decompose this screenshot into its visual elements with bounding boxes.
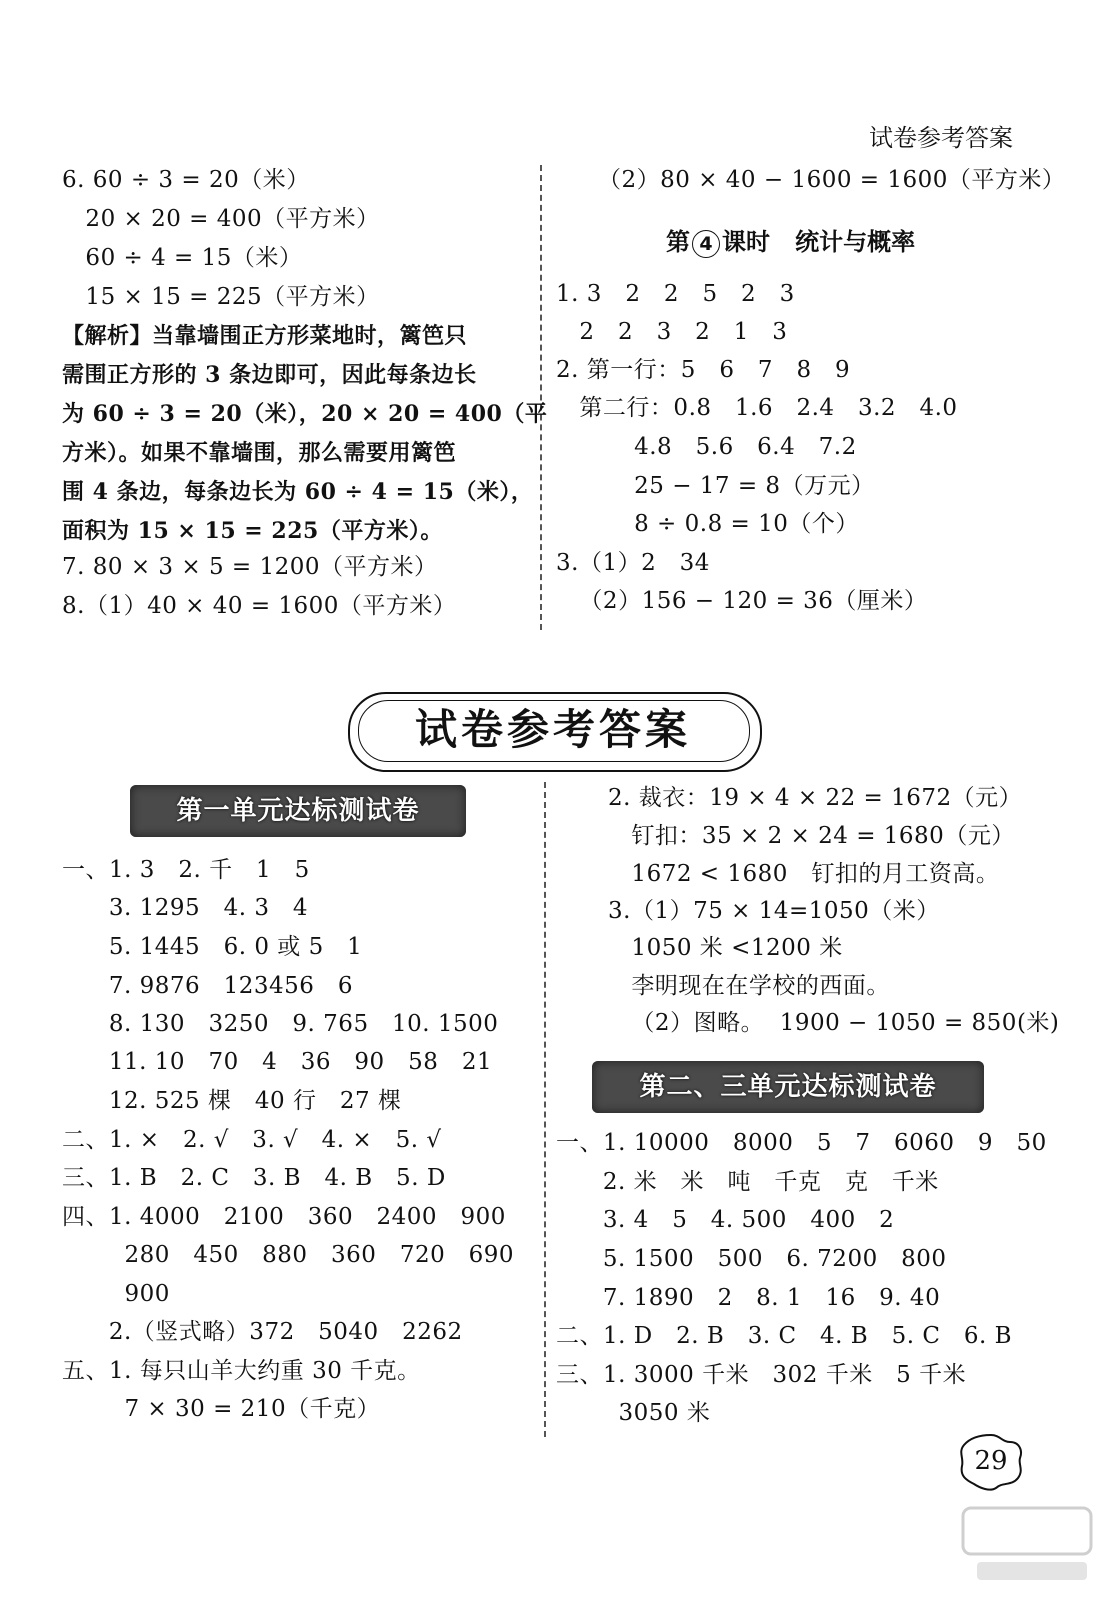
answer-line: 二、1. × 2. √ 3. √ 4. × 5. √	[62, 1127, 442, 1153]
analysis-line: 围 4 条边，每条边长为 60 ÷ 4 = 15（米），	[62, 479, 534, 505]
answer-line: 900	[62, 1281, 170, 1307]
answer-line: 7 × 30 = 210（千克）	[62, 1396, 381, 1422]
answer-line: （2）图略。 1900 − 1050 = 850(米)	[608, 1010, 1060, 1036]
analysis-line: 面积为 15 × 15 = 225（平方米）。	[62, 518, 443, 544]
analysis-line: 【解析】当靠墙围正方形菜地时，篱笆只	[62, 323, 468, 349]
analysis-line: 需围正方形的 3 条边即可，因此每条边长	[62, 362, 477, 388]
analysis-line: 方米）。如果不靠墙围，那么需要用篱笆	[62, 440, 457, 466]
answer-line: 12. 525 棵 40 行 27 棵	[62, 1088, 402, 1114]
analysis-line: 为 60 ÷ 3 = 20（米），20 × 20 = 400（平	[62, 401, 548, 427]
answer-line: 第二行：0.8 1.6 2.4 3.2 4.0	[556, 395, 958, 421]
answer-line: 三、1. 3000 千米 302 千米 5 千米	[556, 1362, 967, 1388]
answer-line: 李明现在在学校的西面。	[608, 973, 890, 999]
section-title-unit1: 第一单元达标测试卷	[130, 785, 466, 837]
lesson-title	[666, 222, 915, 258]
lesson-prefix: 第	[666, 228, 690, 256]
answer-line: 7. 1890 2 8. 1 16 9. 40	[556, 1285, 941, 1311]
column-divider-bottom	[544, 782, 546, 1437]
section-title-unit2-3: 第二、三单元达标测试卷	[592, 1061, 984, 1113]
answer-line: 2 2 3 2 1 3	[556, 319, 788, 345]
answer-line: 3. 4 5 4. 500 400 2	[556, 1207, 895, 1233]
answer-line: 5. 1500 500 6. 7200 800	[556, 1246, 947, 1272]
answer-line: 11. 10 70 4 36 90 58 21	[62, 1049, 493, 1075]
answer-line: 四、1. 4000 2100 360 2400 900	[62, 1204, 506, 1230]
answer-line: 1050 米 <1200 米	[608, 935, 843, 961]
answer-line: 8. 130 3250 9. 765 10. 1500	[62, 1011, 499, 1037]
answer-line: 3050 米	[556, 1400, 711, 1426]
answer-line: 280 450 880 360 720 690	[62, 1242, 515, 1268]
answer-line: 一、1. 3 2. 千 1 5	[62, 857, 310, 883]
banner-title: 试卷参考答案	[414, 705, 691, 754]
answer-line: （2）80 × 40 − 1600 = 1600（平方米）	[598, 167, 1066, 193]
page-header-title: 试卷参考答案	[869, 124, 1013, 152]
answer-line: 3.（1）75 × 14=1050（米）	[608, 898, 940, 924]
answer-line: 2. 裁衣：19 × 4 × 22 = 1672（元）	[608, 785, 1023, 811]
answer-line: 一、1. 10000 8000 5 7 6060 9 50	[556, 1130, 1047, 1156]
answer-line: 1672 < 1680 钉扣的月工资高。	[608, 861, 1000, 887]
lesson-number-circle: 4	[692, 230, 720, 258]
answer-line: 20 × 20 = 400（平方米）	[62, 206, 380, 232]
answer-line: 60 ÷ 4 = 15（米）	[62, 245, 303, 271]
answer-line: 25 − 17 = 8（万元）	[556, 473, 875, 499]
answer-line: 2. 米 米 吨 千克 克 千米	[556, 1169, 939, 1195]
answer-line: （2）156 − 120 = 36（厘米）	[556, 588, 928, 614]
answer-line: 7. 80 × 3 × 5 = 1200（平方米）	[62, 554, 438, 580]
answer-line: 8.（1）40 × 40 = 1600（平方米）	[62, 593, 457, 619]
answer-line: 7. 9876 123456 6	[62, 973, 353, 999]
answer-line: 五、1. 每只山羊大约重 30 千克。	[62, 1358, 421, 1384]
column-divider-top	[540, 165, 542, 630]
watermark-logo-icon	[957, 1490, 1097, 1590]
answer-line: 4.8 5.6 6.4 7.2	[556, 434, 857, 460]
answer-line: 1. 3 2 2 5 2 3	[556, 281, 795, 307]
answer-line: 3.（1）2 34	[556, 550, 710, 576]
answer-line: 6. 60 ÷ 3 = 20（米）	[62, 167, 310, 193]
answer-line: 二、1. D 2. B 3. C 4. B 5. C 6. B	[556, 1323, 1013, 1349]
answer-line: 三、1. B 2. C 3. B 4. B 5. D	[62, 1165, 446, 1191]
lesson-suffix: 课时 统计与概率	[722, 228, 916, 256]
answer-line: 3. 1295 4. 3 4	[62, 895, 309, 921]
answer-line: 钉扣：35 × 2 × 24 = 1680（元）	[608, 823, 1015, 849]
answer-line: 8 ÷ 0.8 = 10（个）	[556, 511, 859, 537]
answer-line: 15 × 15 = 225（平方米）	[62, 284, 380, 310]
answer-line: 2. 第一行：5 6 7 8 9	[556, 357, 851, 383]
answer-line: 2.（竖式略）372 5040 2262	[62, 1319, 463, 1345]
answer-line: 5. 1445 6. 0 或 5 1	[62, 934, 363, 960]
page-number: 29	[974, 1446, 1008, 1476]
